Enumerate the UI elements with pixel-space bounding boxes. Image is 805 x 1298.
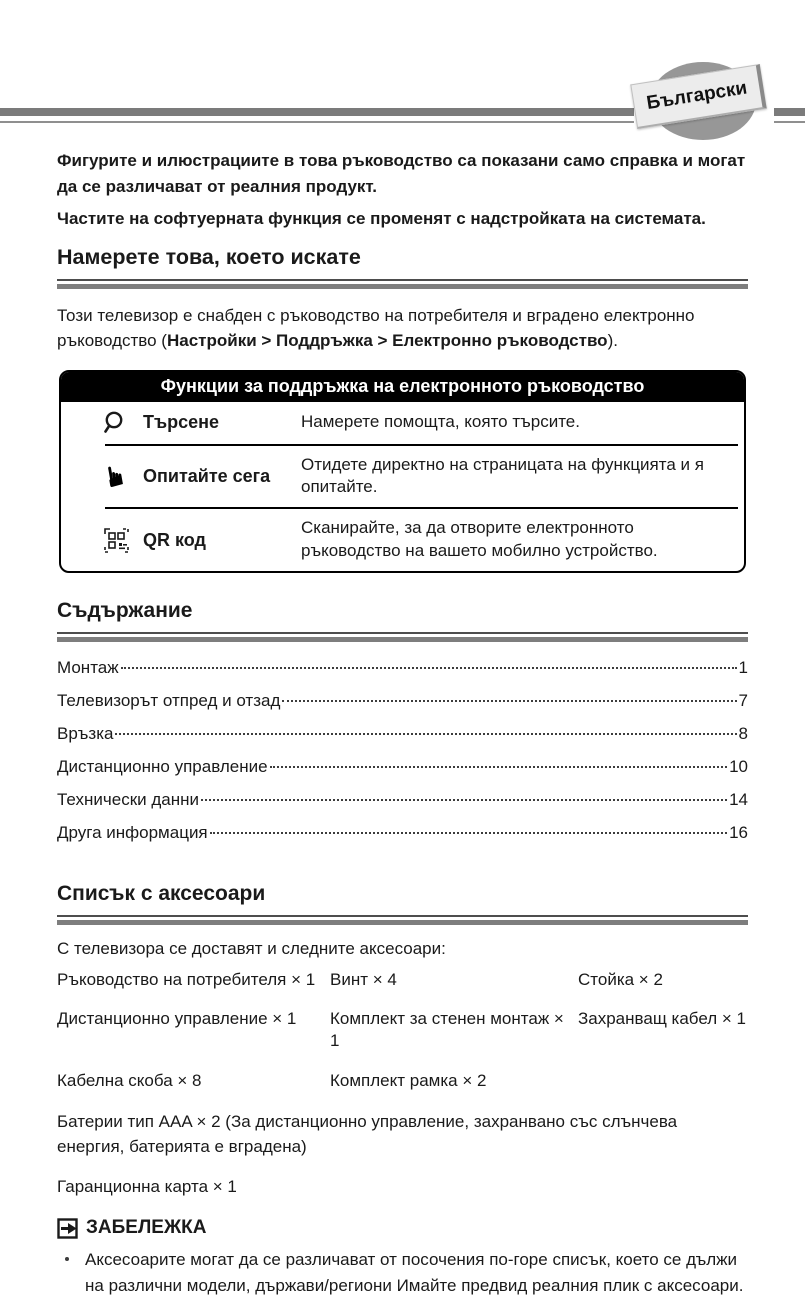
toc-page-number: 16: [729, 823, 748, 843]
note-title-label: ЗАБЕЛЕЖКА: [86, 1217, 207, 1239]
accessories-intro: С телевизора се доставят и следните аксесоари:: [57, 939, 446, 959]
table-of-contents: [57, 658, 748, 856]
toc-page-number: 10: [729, 757, 748, 777]
toc-label: Друга информация: [57, 823, 208, 843]
toc-leader-dots: [115, 733, 736, 735]
support-table-header: Функции за поддръжка на електронното ръководство: [61, 372, 744, 402]
accessories-grid-row: [57, 1070, 748, 1092]
accessory-item: Винт × 4: [330, 970, 397, 990]
section-title-find: Намерете това, което искате: [57, 244, 361, 269]
qr-code-icon: [103, 527, 143, 554]
toc-item: [57, 658, 748, 691]
toc-leader-dots: [270, 766, 728, 768]
toc-leader-dots: [201, 799, 727, 801]
section-rule: [57, 279, 748, 289]
language-badge-label: Български: [645, 77, 749, 115]
accessory-item: Дистанционно управление × 1: [57, 1009, 297, 1029]
toc-label: Връзка: [57, 724, 114, 744]
toc-leader-dots: [282, 700, 736, 702]
section-title-accessories: Списък с аксесоари: [57, 882, 266, 906]
toc-label: Дистанционно управление: [57, 757, 268, 777]
toc-item: [57, 757, 748, 790]
support-row-label: QR код: [143, 529, 206, 550]
toc-page-number: 14: [729, 790, 748, 810]
find-body-pre: Този телевизор е снабден с ръководство на потребителя и вградено електронно ръководство (: [57, 305, 695, 350]
accessory-item: Комплект рамка × 2: [330, 1070, 487, 1090]
table-row: [61, 509, 744, 571]
accessory-item: Кабелна скоба × 8: [57, 1070, 202, 1090]
toc-page-number: 8: [738, 724, 748, 744]
try-now-hand-icon: ☛: [97, 461, 133, 492]
note-bullet-item: [57, 1247, 748, 1298]
toc-label: Телевизорът отпред и отзад: [57, 691, 281, 711]
intro-paragraph-2: Частите на софтуерната функция се променят с надстройката на системата.: [57, 209, 706, 228]
support-row-label: Опитайте сега: [143, 465, 271, 486]
accessory-item: Захранващ кабел × 1: [578, 1009, 746, 1029]
note-icon: [57, 1218, 78, 1239]
toc-leader-dots: [210, 832, 727, 834]
toc-item: [57, 790, 748, 823]
e-manual-support-table: [59, 370, 746, 574]
find-body-post: ).: [607, 331, 618, 350]
table-row: [61, 402, 744, 444]
intro-paragraph-1: Фигурите и илюстрациите в това ръководство са показани само справка и могат да се различават от реалния продукт.: [57, 151, 746, 196]
accessory-item: Ръководство на потребителя × 1: [57, 970, 316, 990]
accessory-item-batteries: Батерии тип AAA × 2 (За дистанционно управление, захранвано със слънчева енергия, батерията е вградена): [57, 1111, 678, 1157]
bullet-dot: [65, 1257, 69, 1261]
toc-item: [57, 724, 748, 757]
support-row-description: Намерете помощта, която търсите.: [301, 412, 580, 432]
toc-page-number: 7: [738, 691, 748, 711]
accessory-item: Комплект за стенен монтаж × 1: [330, 1009, 564, 1051]
section-rule: [57, 632, 748, 642]
toc-label: Монтаж: [57, 658, 119, 678]
toc-item: [57, 823, 748, 856]
toc-label: Технически данни: [57, 790, 200, 810]
toc-page-number: 1: [738, 658, 748, 678]
support-row-label: Търсене: [143, 412, 220, 432]
search-icon: [103, 410, 143, 436]
note-bullet-text: Аксесоарите могат да се различават от посочения по-горе списък, което се дължи на различни модели, държави/региони Имайте предвид реалния плик с аксесоари.: [85, 1250, 744, 1295]
support-row-description: Сканирайте, за да отворите електронното ръководство на вашето мобилно устройство.: [301, 518, 658, 561]
find-body-menu-path: Настройки > Поддръжка > Електронно ръководство: [166, 331, 608, 350]
accessory-item-warranty: Гаранционна карта × 1: [57, 1176, 237, 1196]
accessories-grid-row: [57, 969, 748, 991]
toc-leader-dots: [121, 667, 737, 669]
section-title-contents: Съдържание: [57, 599, 193, 623]
toc-item: [57, 691, 748, 724]
table-row: [61, 446, 744, 508]
note-header: [57, 1217, 748, 1239]
section-rule: [57, 915, 748, 925]
accessories-grid-row: [57, 1008, 748, 1052]
support-row-description: Отидете директно на страницата на функцията и я опитайте.: [301, 454, 704, 497]
accessory-item: Стойка × 2: [578, 970, 663, 990]
find-section-body: [57, 303, 748, 354]
